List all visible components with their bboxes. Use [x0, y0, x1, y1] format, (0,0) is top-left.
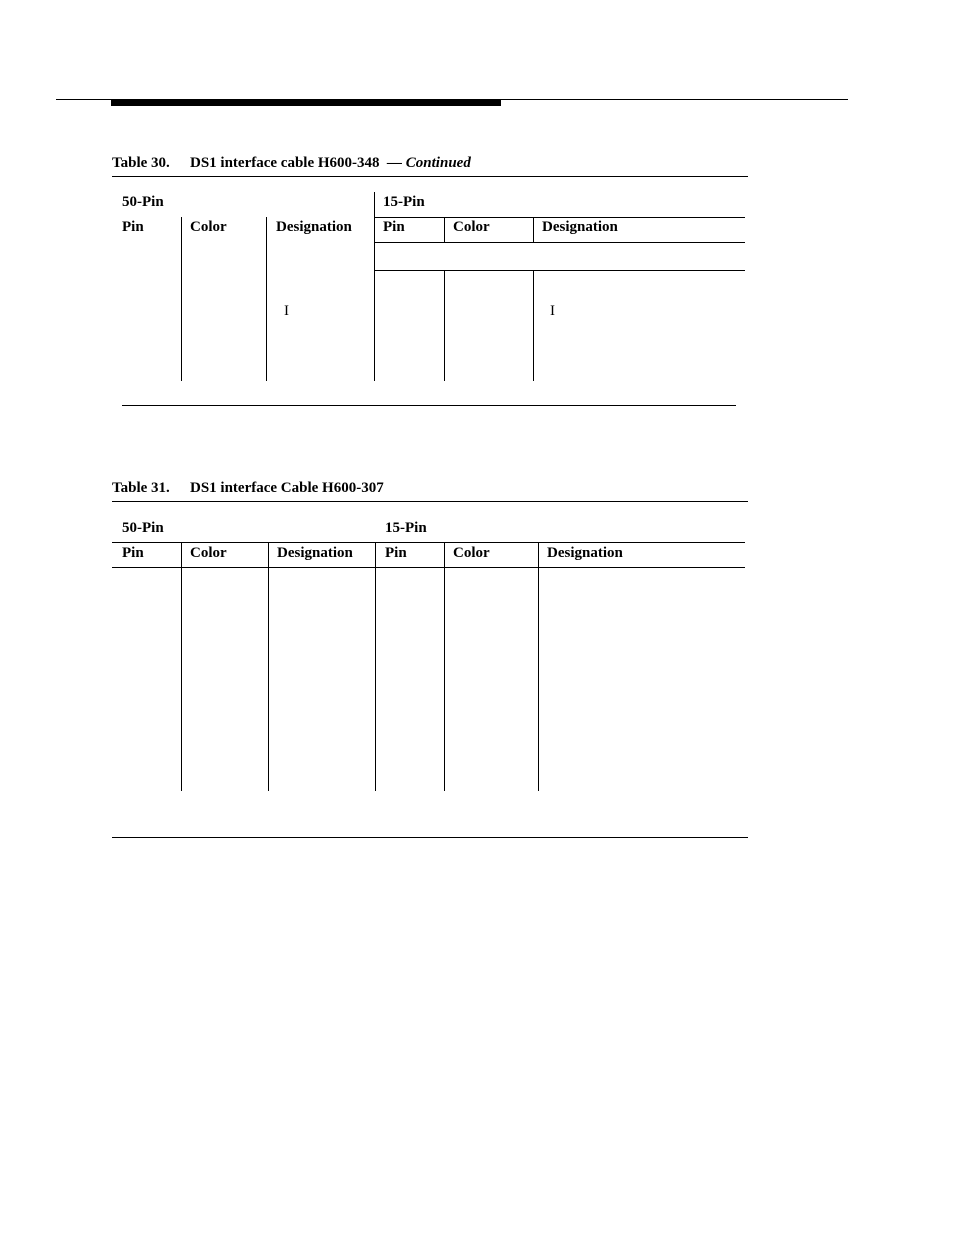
table30-row-rule — [374, 270, 745, 271]
table30-header-color-15: Color — [453, 219, 490, 235]
table30-designation-15-value: I — [550, 303, 555, 319]
table30-designation-50-value: I — [284, 303, 289, 319]
table30-col-divider — [181, 217, 182, 381]
table30-group-rule — [374, 217, 745, 218]
table30-col-divider — [533, 270, 534, 381]
table31-col-divider — [444, 542, 445, 791]
table31-header-designation-15: Designation — [547, 545, 623, 561]
table30-col-divider — [266, 217, 267, 381]
table31-header-pin-50: Pin — [122, 545, 144, 561]
table31-header-rule — [112, 567, 745, 568]
table30-bottom-rule — [122, 405, 736, 406]
header-rule-thick — [111, 99, 501, 106]
table31-col-divider — [268, 542, 269, 791]
table31-bottom-rule — [112, 837, 748, 838]
table30-caption — [112, 155, 471, 172]
table30-header-pin-15: Pin — [383, 219, 405, 235]
table30-group-15pin: 15-Pin — [383, 194, 425, 210]
table31-col-divider — [375, 542, 376, 791]
table31-group-15pin: 15-Pin — [385, 520, 427, 536]
table30-number: Table 30. — [112, 155, 170, 171]
table30-header-rule — [374, 242, 745, 243]
table30-header-color-50: Color — [190, 219, 227, 235]
table31-top-rule — [112, 501, 748, 502]
table31-header-pin-15: Pin — [385, 545, 407, 561]
table31-col-divider — [181, 542, 182, 791]
table30-group-50pin: 50-Pin — [122, 194, 164, 210]
table31-header-color-50: Color — [190, 545, 227, 561]
table31-group-50pin: 50-Pin — [122, 520, 164, 536]
table30-col-divider — [444, 270, 445, 381]
table31-group-rule — [112, 542, 745, 543]
table31-caption — [112, 480, 384, 497]
table30-title: DS1 interface cable H600-348 — [190, 155, 380, 171]
table30-col-divider — [444, 217, 445, 243]
table31-title: DS1 interface Cable H600-307 — [190, 480, 384, 496]
table30-continued: — Continued — [387, 155, 471, 171]
table30-group-divider — [374, 192, 375, 381]
table30-header-pin-50: Pin — [122, 219, 144, 235]
table31-header-color-15: Color — [453, 545, 490, 561]
table30-col-divider — [533, 217, 534, 243]
table31-number: Table 31. — [112, 480, 170, 496]
table30-header-designation-15: Designation — [542, 219, 618, 235]
table31-col-divider — [538, 542, 539, 791]
table31-header-designation-50: Designation — [277, 545, 353, 561]
table30-header-designation-50: Designation — [276, 219, 352, 235]
table30-top-rule — [112, 176, 748, 177]
